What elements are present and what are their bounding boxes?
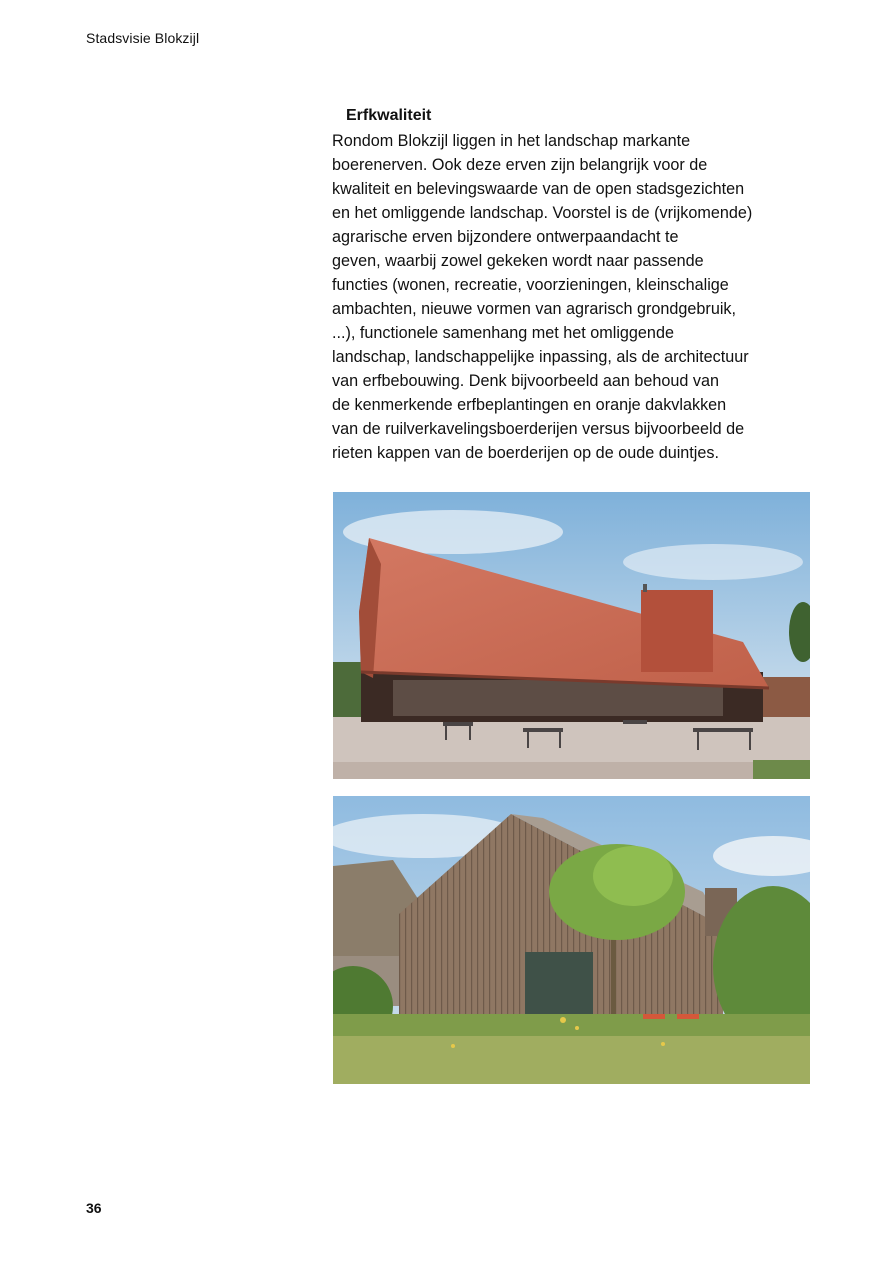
running-header: Stadsvisie Blokzijl <box>86 30 200 46</box>
paragraph-line: van de ruilverkavelingsboerderijen versus bijvoorbeeld de <box>332 420 745 438</box>
page-number: 36 <box>86 1200 102 1216</box>
paragraph-line: en het omliggende landschap. Voorstel is de (vrijkomende) <box>332 204 753 222</box>
body-paragraph <box>332 129 832 465</box>
paragraph-line: ...), functionele samenhang met het omliggende <box>332 324 674 342</box>
paragraph-line: geven, waarbij zowel gekeken wordt naar passende <box>332 252 704 270</box>
paragraph-line: kwaliteit en belevingswaarde van de open stadsgezichten <box>332 180 745 198</box>
paragraph-line: rieten kappen van de boerderijen op de oude duintjes. <box>332 444 719 462</box>
paragraph-line: functies (wonen, recreatie, voorzieningen, kleinschalige <box>332 276 729 294</box>
paragraph-line: agrarische erven bijzondere ontwerpaandacht te <box>332 228 679 246</box>
paragraph-line: de kenmerkende erfbeplantingen en oranje dakvlakken <box>332 396 727 414</box>
paragraph-line: van erfbebouwing. Denk bijvoorbeeld aan behoud van <box>332 372 719 390</box>
paragraph-line: Rondom Blokzijl liggen in het landschap markante <box>332 132 691 150</box>
paragraph-line: landschap, landschappelijke inpassing, als de architectuur <box>332 348 749 366</box>
photo-wooden-barn <box>333 796 810 1084</box>
paragraph-line: ambachten, nieuwe vormen van agrarisch grondgebruik, <box>332 300 737 318</box>
paragraph-line: boerenerven. Ook deze erven zijn belangrijk voor de <box>332 156 708 174</box>
photo-red-roof-barn <box>333 492 810 779</box>
section-heading: Erfkwaliteit <box>346 107 432 124</box>
